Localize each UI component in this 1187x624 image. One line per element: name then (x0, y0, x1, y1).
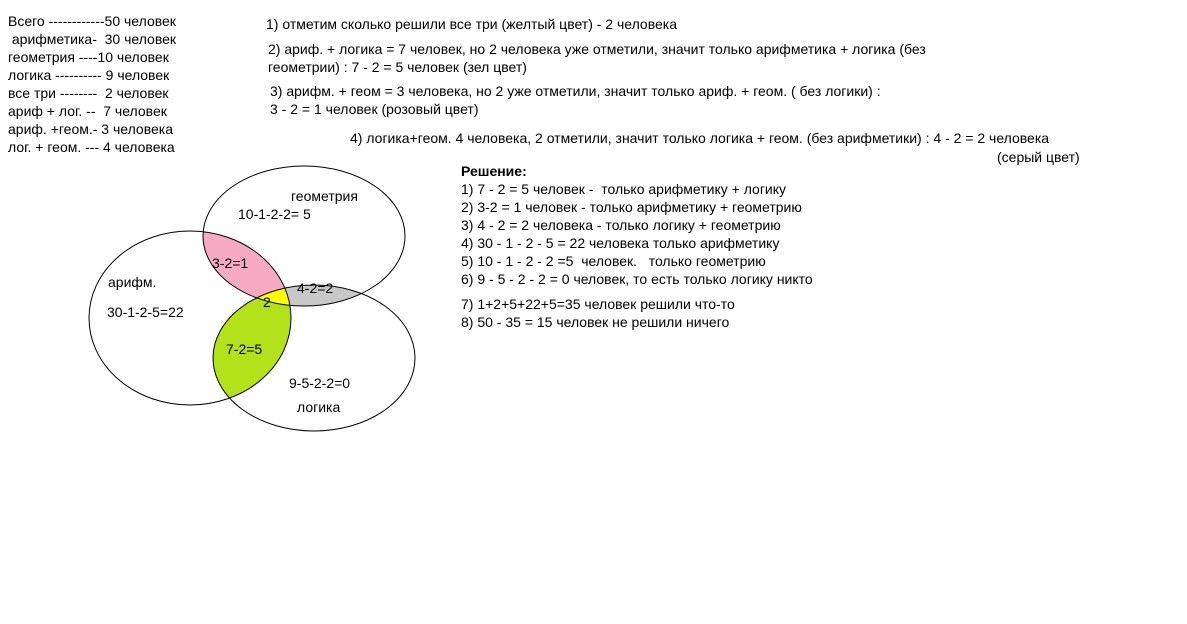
logic-only-value: 9-5-2-2=0 (289, 375, 351, 391)
solution-heading: Решение: (461, 163, 527, 179)
given-arith-geom: ариф. +геом.- 3 человека (8, 121, 173, 137)
geometry-label: геометрия (291, 188, 358, 204)
solution-line-5: 5) 10 - 1 - 2 - 2 =5 человек. только геометрию (461, 253, 766, 269)
given-logic: логика ---------- 9 человек (8, 67, 170, 83)
step-2-line-1: 2) ариф. + логика = 7 человек, но 2 человека уже отметили, значит только арифметика + логика (без (268, 41, 926, 57)
step-3-line-2: 3 - 2 = 1 человек (розовый цвет) (270, 101, 479, 117)
step-3-line-1: 3) арифм. + геом = 3 человека, но 2 уже отметили, значит только ариф. + геом. ( без логики) : (270, 83, 881, 99)
arithmetic-only-value: 30-1-2-5=22 (107, 304, 184, 320)
solution-line-7: 7) 1+2+5+22+5=35 человек решили что-то (461, 296, 735, 312)
all-three-value: 2 (263, 294, 271, 310)
step-4-line-2: (серый цвет) (997, 149, 1080, 165)
given-arithmetic: арифметика- 30 человек (8, 31, 177, 47)
arith-geom-value: 3-2=1 (212, 255, 249, 271)
geom-logic-value: 4-2=2 (297, 280, 334, 296)
geometry-only-value: 10-1-2-2= 5 (238, 206, 311, 222)
arith-logic-value: 7-2=5 (226, 341, 263, 357)
given-all-three: все три -------- 2 человек (8, 85, 169, 101)
solution-line-8: 8) 50 - 35 = 15 человек не решили ничего (461, 314, 730, 330)
logic-label: логика (297, 399, 341, 415)
step-2-line-2: геометрии) : 7 - 2 = 5 человек (зел цвет) (268, 59, 527, 75)
solution-line-1: 1) 7 - 2 = 5 человек - только арифметику + логику (461, 181, 787, 197)
given-logic-geom: лог. + геом. --- 4 человека (8, 139, 175, 155)
solution-line-2: 2) 3-2 = 1 человек - только арифметику + геометрию (461, 199, 802, 215)
step-1: 1) отметим сколько решили все три (желтый цвет) - 2 человека (266, 16, 677, 32)
arithmetic-label: арифм. (108, 274, 157, 290)
solution-line-4: 4) 30 - 1 - 2 - 5 = 22 человека только арифметику (461, 235, 780, 251)
solution-line-3: 3) 4 - 2 = 2 человека - только логику + геометрию (461, 217, 781, 233)
solution-line-6: 6) 9 - 5 - 2 - 2 = 0 человек, то есть только логику никто (461, 271, 813, 287)
given-total: Всего ------------50 человек (8, 13, 176, 29)
step-4-line-1: 4) логика+геом. 4 человека, 2 отметили, значит только логика + геом. (без арифметики) : 4 - 2 = 2 человека (350, 130, 1050, 146)
given-arith-logic: ариф + лог. -- 7 человек (8, 103, 167, 119)
given-geometry: геометрия ----10 человек (8, 49, 169, 65)
